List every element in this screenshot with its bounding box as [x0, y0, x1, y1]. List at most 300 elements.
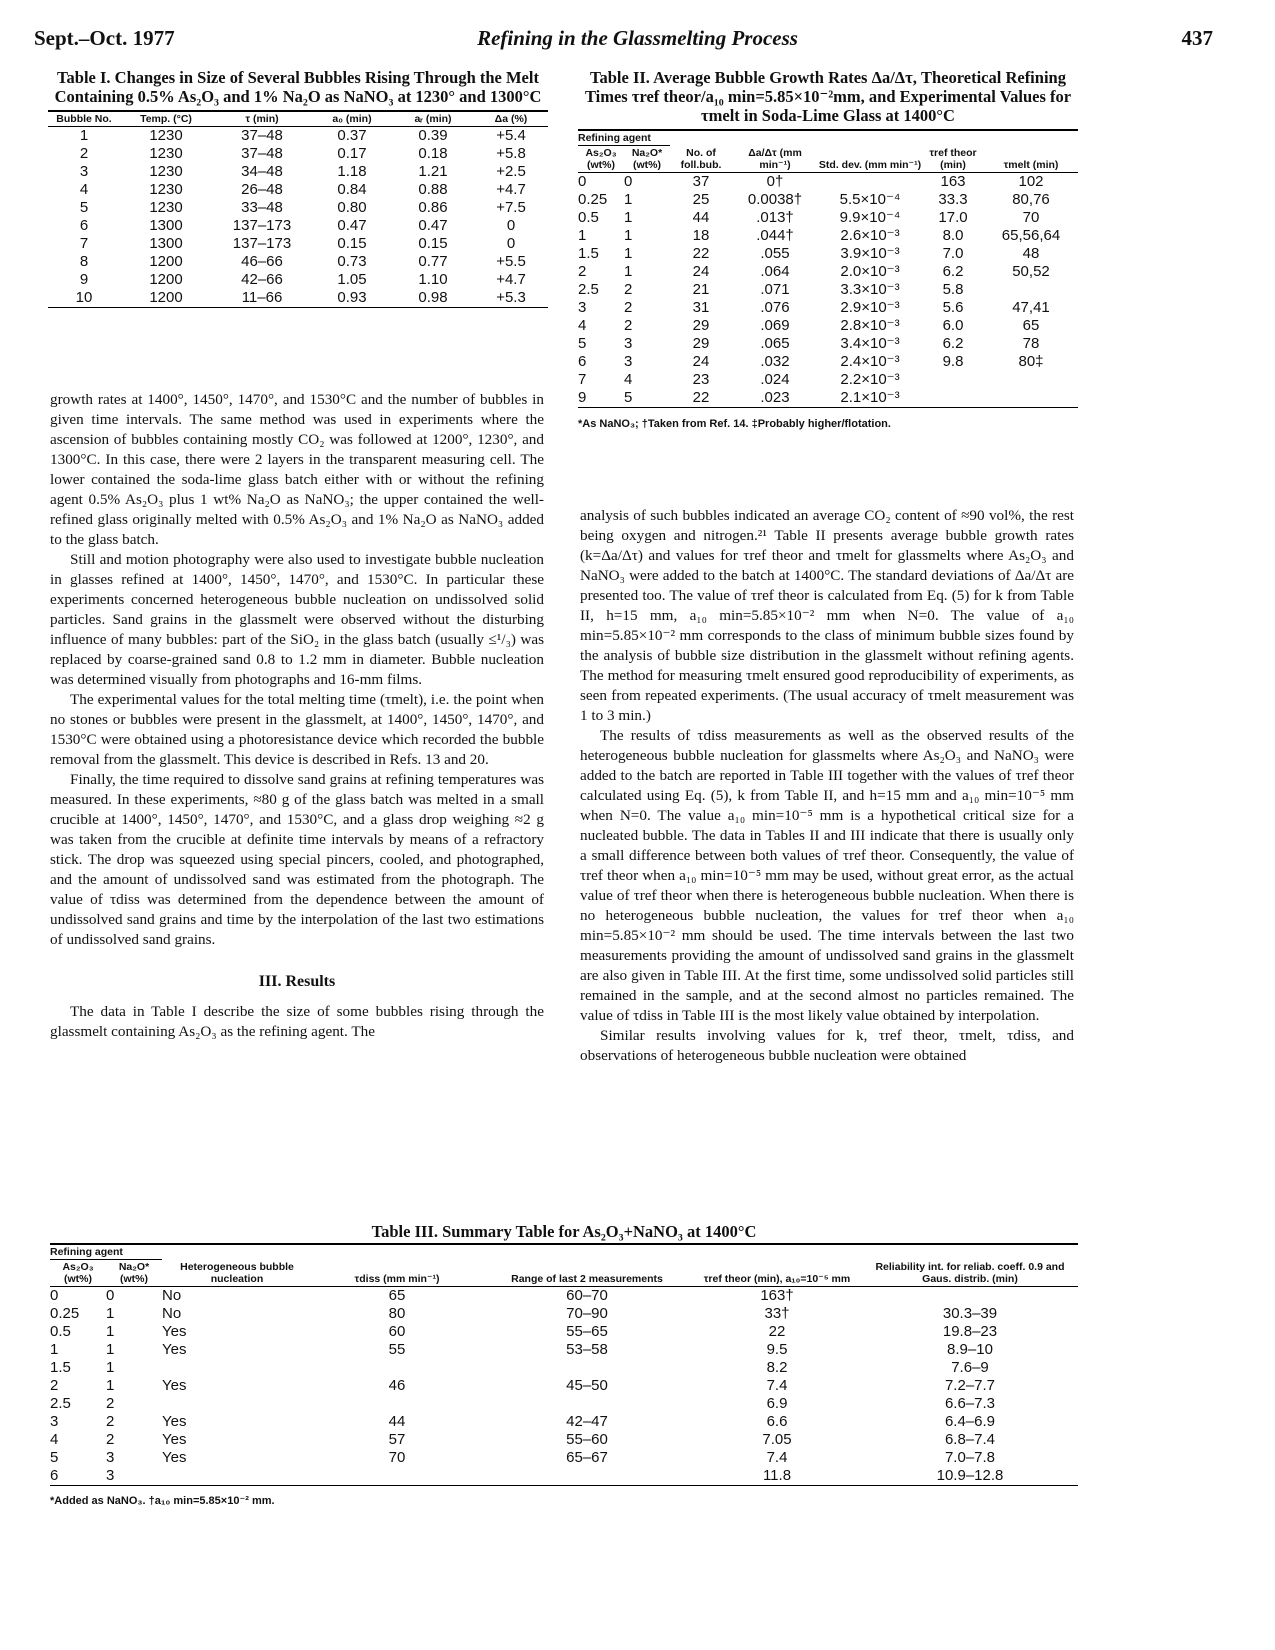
column-header: aᵣ (min): [392, 111, 474, 127]
table-row: [48, 199, 548, 217]
table-cell: [312, 1467, 482, 1486]
table-cell: 0.5: [50, 1323, 71, 1340]
table-cell: .044†: [756, 227, 794, 244]
table-cell: 23: [692, 371, 710, 388]
table-cell: 5.5×10⁻⁴: [839, 191, 901, 208]
table-cell: 1.05: [337, 271, 367, 288]
column-header: Bubble No.: [48, 111, 120, 127]
table-cell: +5.4: [496, 127, 526, 144]
table-cell: 1230: [149, 145, 183, 162]
table-row: [578, 389, 1078, 408]
table-cell: 9.5: [766, 1341, 788, 1358]
table-cell: 55–65: [566, 1323, 608, 1340]
table-cell: 9.8: [942, 353, 964, 370]
column-header: τref theor (min): [922, 146, 984, 173]
table-row: [578, 335, 1078, 353]
table-cell: [162, 1467, 312, 1486]
table-cell: 7.4: [766, 1449, 788, 1466]
table-row: [50, 1449, 1078, 1467]
table-cell: Yes: [162, 1323, 187, 1340]
table-cell: 3: [578, 299, 587, 316]
table-row: [50, 1341, 1078, 1359]
table-cell: 3.3×10⁻³: [840, 281, 900, 298]
table-cell: 6.0: [942, 317, 964, 334]
column-header: a₀ (min): [312, 111, 392, 127]
table-cell: [312, 1359, 482, 1377]
table-cell: +7.5: [496, 199, 526, 216]
table-cell: [162, 1359, 312, 1377]
table-cell: 0.73: [337, 253, 367, 270]
table-row: [48, 235, 548, 253]
table-cell: 53–58: [566, 1341, 608, 1358]
table-cell: 2.5: [50, 1395, 71, 1412]
table-cell: [162, 1395, 312, 1413]
table-row: [50, 1287, 1078, 1306]
table-cell: No: [162, 1305, 182, 1322]
table-cell: 1: [79, 127, 89, 144]
table-2-caption: Table II. Average Bubble Growth Rates Δa/Δτ, Theoretical Refining Times τref theor/a₁₀ min=5.85×10⁻²mm, and Experimental Values for τmelt in Soda-Lime Glass at 1400°C: [584, 68, 1072, 125]
table-cell: 0.77: [418, 253, 448, 270]
table-cell: 1: [106, 1323, 115, 1340]
table-cell: 6.2: [942, 263, 964, 280]
table-row: [50, 1359, 1078, 1377]
paragraph: analysis of such bubbles indicated an average CO₂ content of ≈90 vol%, the rest being oxygen and nitrogen.²¹ Table II presents average bubble growth rates (k=Δa/Δτ) and values for τref theor and τmelt for glassmelts where As₂O₃ and NaNO₃ were added to the batch at 1400°C. The standard deviations of Δa/Δτ are presented too. The value of τref theor is calculated from Eq. (5) for k from Table II, h=15 mm, a₁₀ min=5.85×10⁻² mm when N=0. The value of a₁₀ min=5.85×10⁻² mm corresponds to the class of minimum bubble sizes found by the analysis of bubble size distribution in the glassmelt without refining agents. The method for measuring τmelt ensured good reproducibility of experiments, as seen from repeated experiments. (The usual accuracy of τmelt measurement was 1 to 3 min.): [580, 507, 1074, 724]
table-cell: 70: [1022, 209, 1040, 226]
table-cell: 37: [692, 173, 710, 190]
table-cell: 7.6–9: [951, 1359, 989, 1376]
table-cell: .065: [760, 335, 790, 352]
table-cell: Yes: [162, 1449, 187, 1466]
table-cell: 65–67: [566, 1449, 608, 1466]
table-cell: 1: [106, 1359, 115, 1376]
table-row: [48, 127, 548, 146]
table-cell: 57: [388, 1431, 406, 1448]
table-cell: 10: [48, 289, 120, 308]
table-cell: 29: [692, 335, 710, 352]
table-cell: 1: [106, 1305, 115, 1322]
table-cell: [312, 1395, 482, 1413]
paragraph: The results of τdiss measurements as well as the observed results of the heterogeneous bubble nucleation for glassmelts where As₂O₃ and NaNO₃ were added to the batch are reported in Table III together with the values of τref theor calculated using Eq. (5), k from Table II, and h=15 mm and a₁₀ min=10⁻⁵ mm when N=0. The value a₁₀ min=10⁻⁵ mm is a hypothetical critical size for a nucleated bubble. The data in Tables II and III indicate that there is usually only a small difference between both values of τref theor. Consequently, the value of τref theor when a₁₀ min=10⁻⁵ mm may be used, without great error, as the actual value of τref theor when there is heterogeneous bubble nucleation. When there is no heterogeneous bubble nucleation, the values for τref theor when a₁₀ min=5.85×10⁻² mm should be used. The time intervals between the last two measurements providing the amount of undissolved sand grains in the glassmelt are also given in Table III. At the first time, some undissolved solid particles still remained in the sample, and at the second almost no particles remained. The value of τdiss in Table III is the most likely value obtained by interpolation.: [580, 727, 1074, 1024]
table-cell: 0.98: [392, 289, 474, 308]
table-cell: 0.93: [312, 289, 392, 308]
table-cell: 6.6: [766, 1413, 788, 1430]
table-cell: 8.0: [942, 227, 964, 244]
table-cell: 9.9×10⁻⁴: [839, 209, 901, 226]
table-cell: Yes: [162, 1341, 187, 1358]
table-cell: 33†: [764, 1305, 790, 1322]
table-cell: 11–66: [212, 289, 312, 308]
table-cell: 2.8×10⁻³: [840, 317, 900, 334]
table-row: [50, 1305, 1078, 1323]
table-row: [578, 173, 1078, 192]
table-cell: 1300: [149, 235, 183, 252]
table-cell: 163: [940, 173, 966, 190]
table-cell: .013†: [756, 209, 794, 226]
table-cell: 31: [692, 299, 710, 316]
table-cell: 7.2–7.7: [944, 1377, 996, 1394]
table-cell: 1.5: [50, 1359, 71, 1376]
table-cell: 6: [79, 217, 89, 234]
table-cell: 0.47: [337, 217, 367, 234]
table-cell: 44: [388, 1413, 406, 1430]
table-row: [48, 253, 548, 271]
table-cell: 0: [624, 173, 633, 190]
table-row: [50, 1395, 1078, 1413]
table-cell: 4: [79, 181, 89, 198]
table-cell: 70–90: [566, 1305, 608, 1322]
table-cell: 65,56,64: [1001, 227, 1061, 244]
table-row: [578, 299, 1078, 317]
table-cell: 102: [1018, 173, 1044, 190]
table-cell: 2: [106, 1431, 115, 1448]
table-cell: 3: [624, 335, 633, 352]
table-1-grid: [48, 110, 548, 308]
table-cell: 34–48: [241, 163, 283, 180]
table-cell: 3: [50, 1413, 59, 1430]
table-cell: 18: [692, 227, 710, 244]
column-header: No. of foll.bub.: [670, 146, 732, 173]
table-cell: 2.6×10⁻³: [840, 227, 900, 244]
table-cell: 9: [79, 271, 89, 288]
table-cell: [922, 371, 984, 389]
column-header: Na₂O* (wt%): [624, 146, 670, 173]
column-header: Na₂O* (wt%): [106, 1260, 162, 1287]
table-cell: 5.8: [942, 281, 964, 298]
table-row: [48, 163, 548, 181]
table-cell: +2.5: [496, 163, 526, 180]
column-header: Reliability int. for reliab. coeff. 0.9 and Gaus. distrib. (min): [862, 1260, 1078, 1287]
table-row: [48, 145, 548, 163]
table-cell: [862, 1287, 1078, 1306]
table-cell: 1: [624, 227, 633, 244]
table-cell: 37–48: [241, 127, 283, 144]
table-cell: 2: [624, 281, 633, 298]
table-cell: 33.3: [938, 191, 968, 208]
header-date: Sept.–Oct. 1977: [34, 26, 175, 50]
table-cell: 1.5: [578, 245, 599, 262]
paragraph: The experimental values for the total melting time (τmelt), i.e. the point when no stones or bubbles were present in the glassmelt, at 1400°, 1450°, 1470°, and 1530°C were obtained using a photoresistance device which recorded the bubble removal from the glassmelt. This device is described in Refs. 13 and 20.: [50, 691, 544, 768]
column-header: Δa/Δτ (mm min⁻¹): [732, 146, 818, 173]
table-cell: 8: [79, 253, 89, 270]
column-header: Heterogeneous bubble nucleation: [162, 1260, 312, 1287]
table-cell: +4.7: [496, 181, 526, 198]
table-cell: 5: [624, 389, 670, 408]
table-cell: Yes: [162, 1413, 187, 1430]
column-header: Δa (%): [474, 111, 548, 127]
table-cell: 2: [106, 1413, 115, 1430]
table-cell: 0: [506, 235, 516, 252]
table-cell: 1230: [149, 163, 183, 180]
page-number: 437: [1181, 26, 1213, 50]
table-cell: 6.2: [942, 335, 964, 352]
paragraph: Finally, the time required to dissolve sand grains at refining temperatures was measured. In these experiments, ≈80 g of the glass batch was melted in a small crucible at 1400°, 1450°, 1470°, and 1530°C, and a glass drop weighing ≈2 g was taken from the crucible at definite time intervals by means of a refractory stick. The drop was squeezed using special pincers, cooled, and photographed, and the amount of undissolved sand was estimated from the photograph. The value of τdiss was determined from the dependence between the amount of undissolved sand grains and time by the interpolation of the last two estimations of undissolved sand grains.: [50, 771, 544, 948]
paragraph: Similar results involving values for k, τref theor, τmelt, τdiss, and observations of heterogeneous bubble nucleation were obtained: [580, 1027, 1074, 1064]
column-header: τdiss (mm min⁻¹): [312, 1260, 482, 1287]
table-cell: 0.15: [418, 235, 448, 252]
table-cell: 1300: [149, 217, 183, 234]
table-cell: [818, 173, 922, 192]
table-cell: 37–48: [241, 145, 283, 162]
table-cell: 60: [388, 1323, 406, 1340]
table-cell: 4: [50, 1431, 59, 1448]
table-cell: .023: [732, 389, 818, 408]
paragraph: Still and motion photography were also used to investigate bubble nucleation in glasses refined at 1400°, 1450°, 1470°, and 1530°C. In particular these experiments concerned heterogeneous bubble nucleation on undissolved solid particles. Sand grains in the glassmelt were observed without the disturbing influence of many bubbles: part of the SiO₂ in the glass batch (usually ≤¹/₃) was replaced by coarse-grained sand 0.8 to 1.2 mm in diameter. Bubble nucleation was determined visually from photographs and 16-mm films.: [50, 551, 544, 688]
table-cell: 60–70: [566, 1287, 608, 1304]
table-cell: 10.9–12.8: [862, 1467, 1078, 1486]
column-header: Std. dev. (mm min⁻¹): [818, 146, 922, 173]
table-cell: No: [162, 1287, 182, 1304]
table-cell: 3.4×10⁻³: [840, 335, 900, 352]
table-cell: 6: [50, 1467, 106, 1486]
table-cell: 4: [624, 371, 633, 388]
table-cell: 44: [692, 209, 710, 226]
table-cell: 21: [692, 281, 710, 298]
table-cell: 1: [624, 209, 633, 226]
table-cell: 1: [624, 191, 633, 208]
column-header: Temp. (°C): [120, 111, 212, 127]
table-3: [50, 1222, 1078, 1507]
table-cell: 22: [768, 1323, 786, 1340]
table-row: [48, 289, 548, 308]
table-row: [578, 281, 1078, 299]
table-cell: 0.39: [418, 127, 448, 144]
table-cell: 70: [388, 1449, 406, 1466]
table-cell: 2: [50, 1377, 59, 1394]
table-cell: 1: [50, 1341, 59, 1358]
table-cell: 1200: [149, 271, 183, 288]
table-cell: [984, 281, 1078, 299]
table-3-caption: Table III. Summary Table for As₂O₃+NaNO₃ at 1400°C: [371, 1222, 757, 1241]
table-cell: 0.5: [578, 209, 599, 226]
table-cell: [984, 371, 1078, 389]
table-cell: 4: [578, 317, 587, 334]
table-row: [50, 1467, 1078, 1486]
table-row: [48, 181, 548, 199]
table-3-footnote: *Added as NaNO₃. †a₁₀ min=5.85×10⁻² mm.: [50, 1495, 275, 1507]
table-cell: 7.05: [762, 1431, 792, 1448]
table-cell: 1: [106, 1341, 115, 1358]
table-cell: 25: [692, 191, 710, 208]
table-row: [578, 227, 1078, 245]
table-cell: .024: [760, 371, 790, 388]
table-cell: 6.8–7.4: [944, 1431, 996, 1448]
table-cell: [482, 1395, 692, 1413]
table-cell: 1230: [149, 181, 183, 198]
table-cell: 1: [624, 245, 633, 262]
table-row: [578, 353, 1078, 371]
table-cell: 1.18: [337, 163, 367, 180]
table-cell: 30.3–39: [942, 1305, 998, 1322]
table-cell: 6.4–6.9: [944, 1413, 996, 1430]
column-header: τref theor (min), a₁₀=10⁻⁵ mm: [692, 1260, 862, 1287]
table-row: [578, 245, 1078, 263]
table-cell: 0: [506, 217, 516, 234]
table-cell: 1200: [149, 253, 183, 270]
table-cell: 2.9×10⁻³: [840, 299, 900, 316]
table-row: [578, 371, 1078, 389]
table-cell: 3: [79, 163, 89, 180]
table-cell: Yes: [162, 1431, 187, 1448]
table-cell: 0.47: [418, 217, 448, 234]
table-cell: 26–48: [241, 181, 283, 198]
table-cell: 0.25: [50, 1305, 80, 1322]
table-cell: 2: [106, 1395, 115, 1412]
table-row: [50, 1413, 1078, 1431]
table-cell: 0.15: [337, 235, 367, 252]
table-cell: 0.0038†: [747, 191, 803, 208]
table-cell: 42–47: [566, 1413, 608, 1430]
table-cell: 22: [670, 389, 732, 408]
table-cell: 65: [1022, 317, 1040, 334]
table-cell: 65: [388, 1287, 406, 1304]
table-cell: 29: [692, 317, 710, 334]
table-cell: 24: [692, 263, 710, 280]
table-cell: 45–50: [566, 1377, 608, 1394]
table-row: [50, 1431, 1078, 1449]
table-cell: 2.2×10⁻³: [840, 371, 900, 388]
table-cell: .071: [760, 281, 790, 298]
table-cell: 3: [106, 1467, 162, 1486]
right-column-text: [580, 506, 1074, 1066]
paragraph: growth rates at 1400°, 1450°, 1470°, and 1530°C and the number of bubbles in given time intervals. The same method was used in experiments where the ascension of bubbles containing mostly CO₂ was followed at 1200°, 1230°, and 1300°C. In this case, there were 2 layers in the transparent measuring cell. The lower contained the soda-lime glass batch either with or without the refining agent 0.5% As₂O₃ plus 1 wt% Na₂O as NaNO₃; the upper contained the well-refined glass originally melted with 0.5% As₂O₃ and 1% Na₂O as NaNO₃ added to the glass batch.: [50, 391, 544, 548]
table-cell: 1: [106, 1377, 115, 1394]
table-cell: 2: [624, 299, 633, 316]
table-3-grid: [50, 1243, 1078, 1486]
table-cell: 0.37: [337, 127, 367, 144]
table-cell: 6: [578, 353, 587, 370]
table-cell: 1230: [149, 127, 183, 144]
table-cell: +5.3: [474, 289, 548, 308]
table-cell: 8.9–10: [947, 1341, 993, 1358]
table-cell: 2: [79, 145, 89, 162]
table-cell: 24: [692, 353, 710, 370]
table-cell: 80: [388, 1305, 406, 1322]
table-cell: 5.6: [942, 299, 964, 316]
table-row: [50, 1377, 1078, 1395]
column-header: τmelt (min): [984, 146, 1078, 173]
table-cell: 1200: [120, 289, 212, 308]
table-1-caption: Table I. Changes in Size of Several Bubbles Rising Through the Melt Containing 0.5% As₂O₃ and 1% Na₂O as NaNO₃ at 1230° and 1300°C: [54, 68, 542, 106]
table-row: [48, 271, 548, 289]
table-cell: 46–66: [241, 253, 283, 270]
table-row: [578, 317, 1078, 335]
table-cell: 1230: [149, 199, 183, 216]
table-cell: 19.8–23: [942, 1323, 998, 1340]
table-2: [578, 68, 1078, 430]
table-cell: 3: [106, 1449, 115, 1466]
table-cell: 6.6–7.3: [944, 1395, 996, 1412]
table-cell: [482, 1359, 692, 1377]
table-cell: .069: [760, 317, 790, 334]
table-cell: 7: [79, 235, 89, 252]
table-cell: 0.88: [418, 181, 448, 198]
table-cell: 137–173: [232, 217, 292, 234]
table-cell: 2.4×10⁻³: [840, 353, 900, 370]
table-cell: 7.4: [766, 1377, 788, 1394]
paragraph: The data in Table I describe the size of some bubbles rising through the glassmelt containing As₂O₃ as the refining agent. The: [50, 1003, 544, 1040]
table-cell: Yes: [162, 1377, 187, 1394]
table-cell: 55–60: [566, 1431, 608, 1448]
table-cell: +5.8: [496, 145, 526, 162]
table-cell: .055: [760, 245, 790, 262]
table-cell: 1: [624, 263, 633, 280]
table-cell: .064: [760, 263, 790, 280]
table-cell: 0: [578, 173, 587, 190]
table-cell: 22: [692, 245, 710, 262]
table-cell: +5.5: [496, 253, 526, 270]
table-cell: 78: [1022, 335, 1040, 352]
table-cell: [482, 1467, 692, 1486]
table-cell: 0.84: [337, 181, 367, 198]
table-cell: 1: [578, 227, 587, 244]
header-title: Refining in the Glassmelting Process: [477, 26, 798, 50]
table-2-group-header: Refining agent: [578, 130, 670, 146]
table-cell: 17.0: [938, 209, 968, 226]
table-cell: 2.1×10⁻³: [818, 389, 922, 408]
table-cell: 2.5: [578, 281, 599, 298]
table-cell: 9: [578, 389, 624, 408]
table-cell: 0†: [766, 173, 784, 190]
table-cell: 7.0–7.8: [944, 1449, 996, 1466]
table-row: [578, 263, 1078, 281]
table-cell: .032: [760, 353, 790, 370]
table-1: [48, 68, 548, 308]
table-cell: 0: [106, 1287, 115, 1304]
table-cell: 2: [578, 263, 587, 280]
table-cell: 11.8: [692, 1467, 862, 1486]
column-header: τ (min): [212, 111, 312, 127]
table-cell: 0.17: [337, 145, 367, 162]
table-cell: 5: [50, 1449, 59, 1466]
table-cell: 2.0×10⁻³: [840, 263, 900, 280]
table-2-grid: [578, 129, 1078, 408]
column-header: As₂O₃ (wt%): [578, 146, 624, 173]
table-3-group-header: Refining agent: [50, 1244, 162, 1260]
table-cell: 47,41: [1012, 299, 1050, 316]
table-cell: .076: [760, 299, 790, 316]
table-2-footnote: *As NaNO₃; †Taken from Ref. 14. ‡Probably higher/flotation.: [578, 418, 891, 430]
column-header: Range of last 2 measurements: [482, 1260, 692, 1287]
table-cell: 8.2: [766, 1359, 788, 1376]
table-cell: 1.10: [418, 271, 448, 288]
table-cell: 48: [1022, 245, 1040, 262]
table-cell: 3.9×10⁻³: [840, 245, 900, 262]
table-cell: 5: [578, 335, 587, 352]
table-cell: 0.18: [418, 145, 448, 162]
table-cell: 80,76: [1012, 191, 1050, 208]
column-header: As₂O₃ (wt%): [50, 1260, 106, 1287]
table-cell: 0.86: [418, 199, 448, 216]
table-cell: 0.80: [337, 199, 367, 216]
table-cell: 7: [578, 371, 587, 388]
table-cell: 50,52: [1012, 263, 1050, 280]
table-cell: 5: [79, 199, 89, 216]
table-cell: 7.0: [942, 245, 964, 262]
table-cell: 33–48: [241, 199, 283, 216]
table-row: [50, 1323, 1078, 1341]
table-cell: [984, 389, 1078, 408]
table-cell: 163†: [760, 1287, 794, 1304]
table-row: [578, 191, 1078, 209]
table-cell: 80‡: [1018, 353, 1044, 370]
table-cell: 137–173: [232, 235, 292, 252]
table-cell: 0: [50, 1287, 59, 1304]
table-row: [578, 209, 1078, 227]
section-heading: III. Results: [258, 973, 336, 990]
table-cell: 1.21: [418, 163, 448, 180]
table-cell: 46: [388, 1377, 406, 1394]
table-cell: 6.9: [766, 1395, 788, 1412]
